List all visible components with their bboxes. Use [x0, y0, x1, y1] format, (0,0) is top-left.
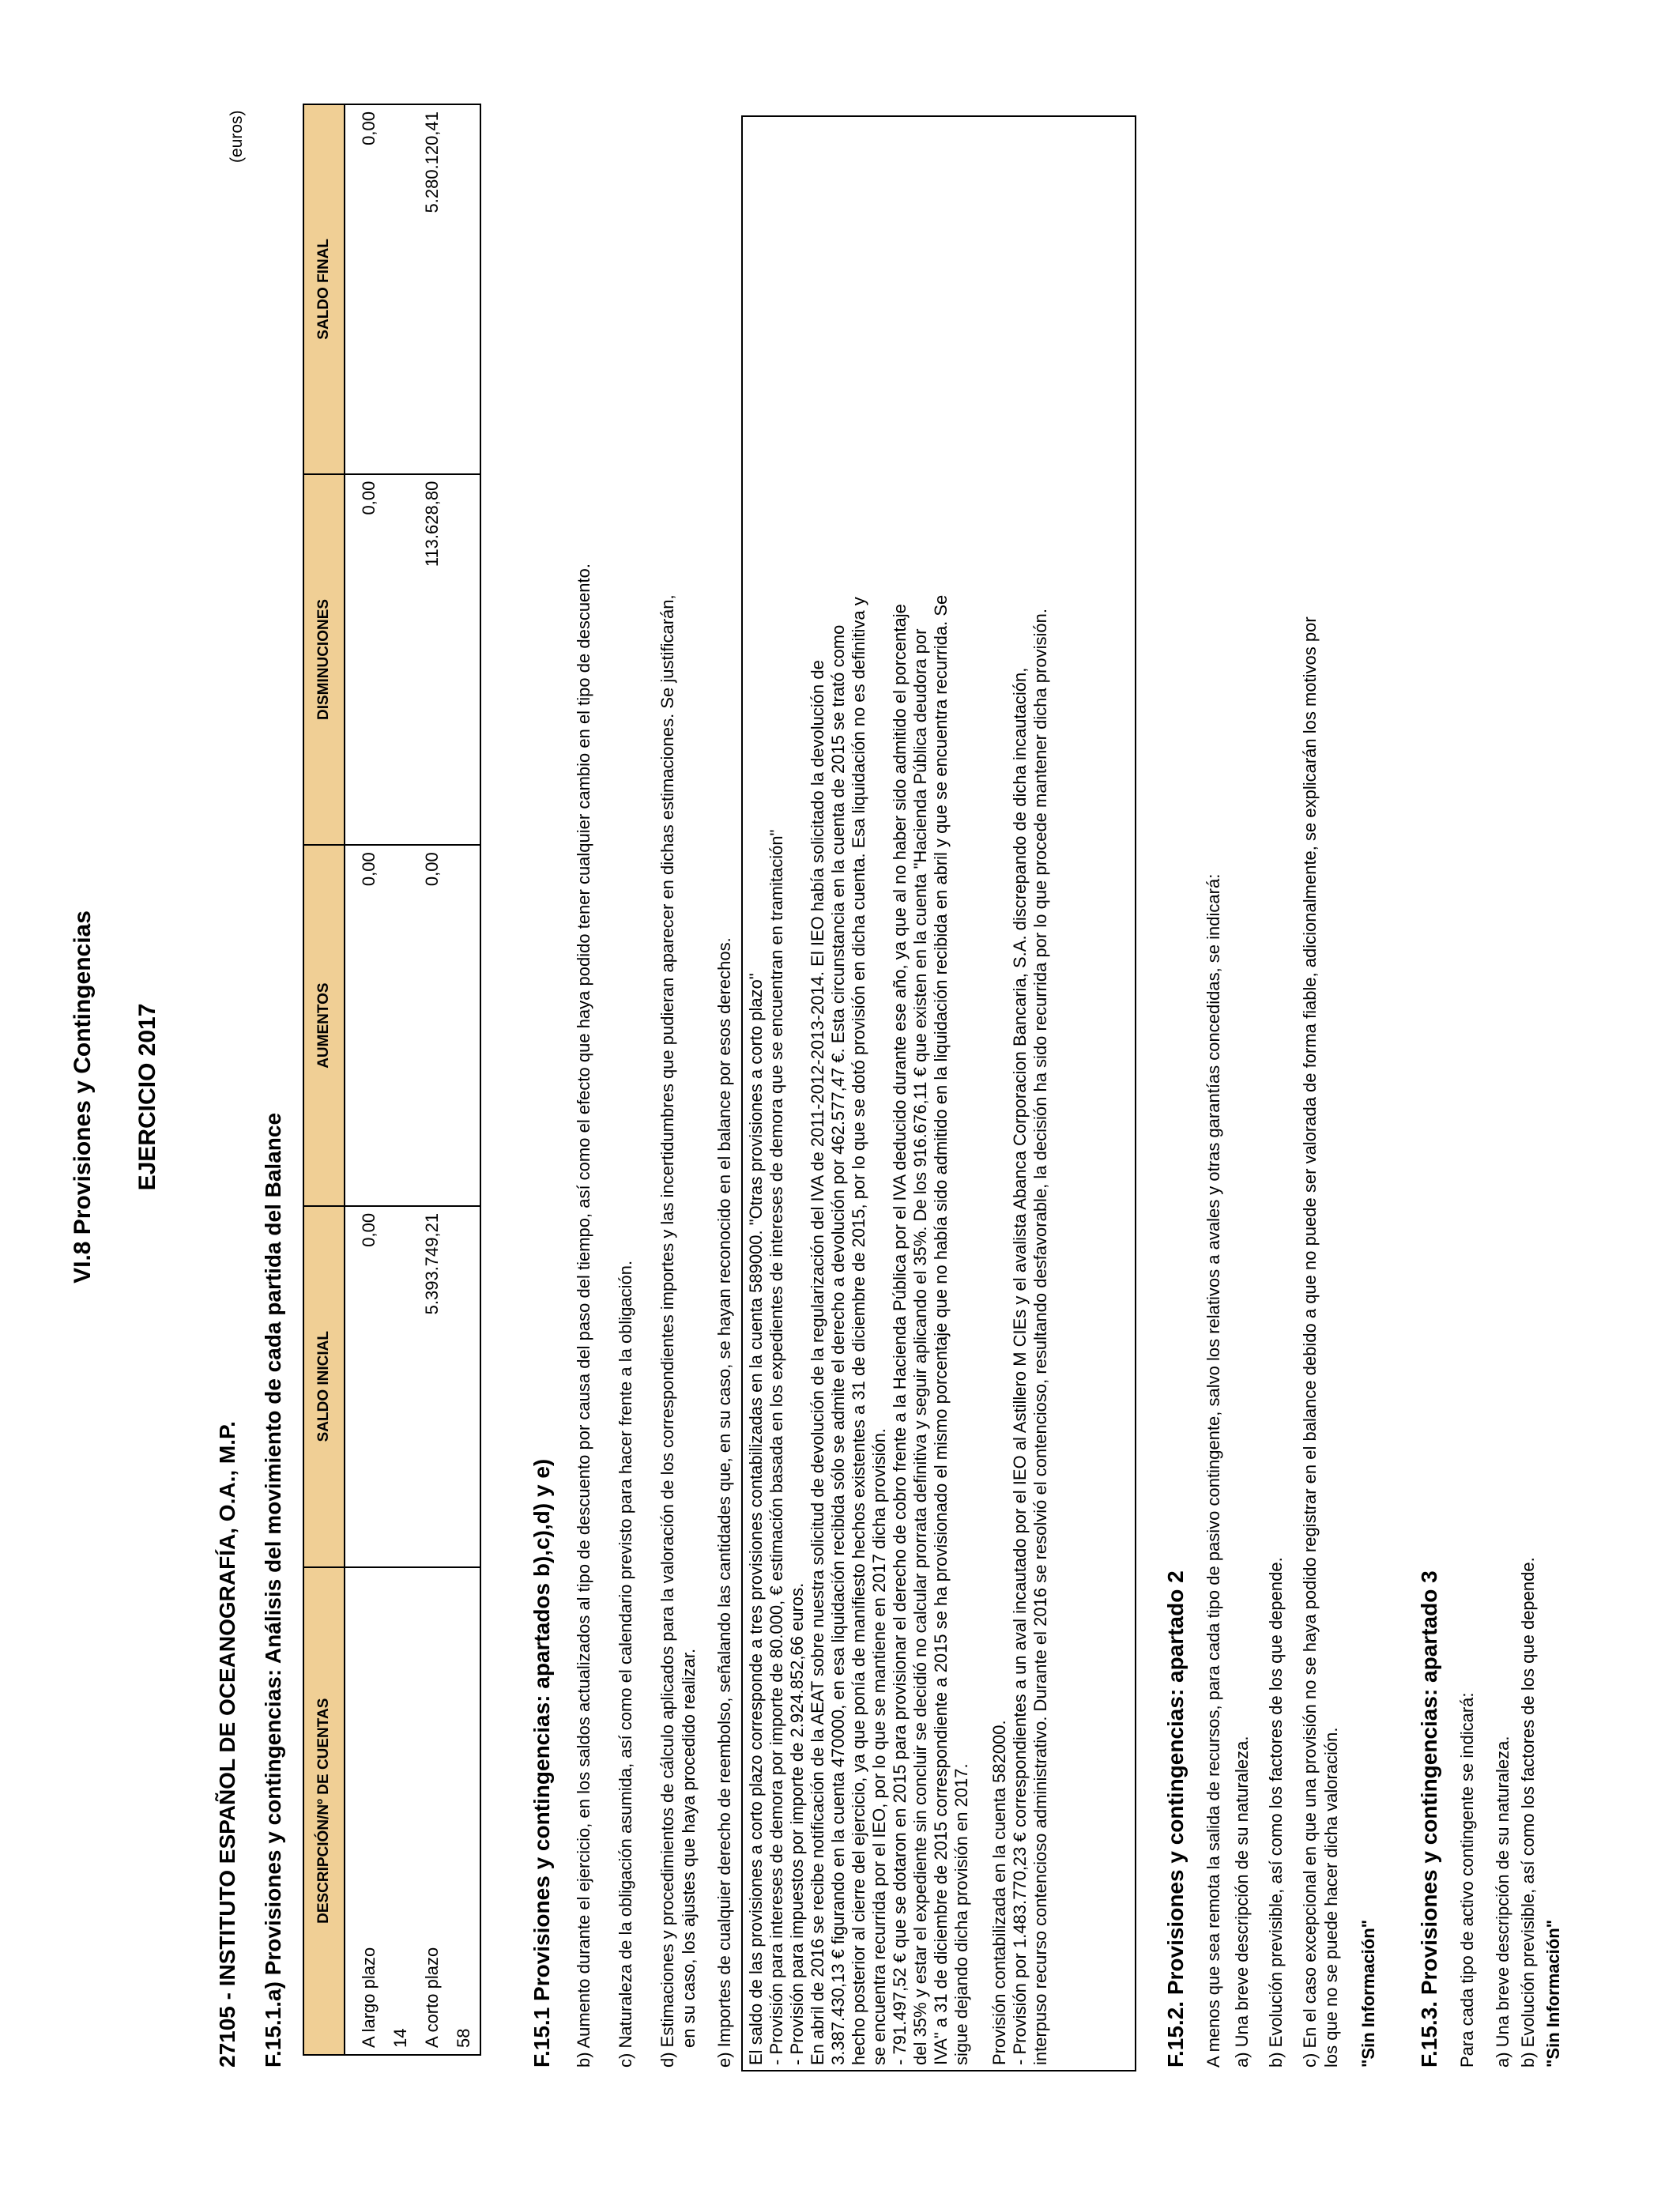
section-153-item-a: a) Una breve descripción de su naturaleza. — [1493, 1736, 1512, 2068]
note-line: - Provisión para impuestos por importe de 2.924.852,66 euros. — [787, 1582, 807, 2065]
section-152-item-c-line2: los que no se puede hacer dicha valoración. — [1321, 1727, 1341, 2068]
table-header-row — [303, 104, 345, 2055]
item-e: e) Importes de cualquier derecho de reembolso, señalando las cantidades que, en su caso, se hayan reconocido en el balance por esos derechos. — [714, 937, 734, 2068]
section-153-heading: F.15.3. Provisiones y contingencias: apartado 3 — [1417, 1570, 1441, 2068]
institution-name: 27105 - INSTITUTO ESPAÑOL DE OCEANOGRAFÍA, O.A., M.P. — [215, 1421, 239, 2068]
movement-table — [303, 104, 481, 2056]
row-saldo-inicial: 5.393.749,21 — [416, 1206, 448, 1567]
note-line: IVA" a 31 de diciembre de 2015 correspondiente a 2015 se ha provisionado el mismo porcentaje que no había sido admitido en la liquidación recibida en abril y que se encuentra recurrida. Se — [931, 594, 951, 2065]
section-152-no-info: "Sin Información" — [1358, 1919, 1378, 2068]
note-paragraph-1 — [746, 122, 972, 2065]
page-title: VI.8 Provisiones y Contingencias — [70, 910, 96, 1284]
exercise-year: EJERCICIO 2017 — [134, 1003, 160, 1191]
note-line: del 35% y estar el expediente sin concluir se decidió no calcular prorrata definitiva y seguir aplicando el 35%. De los 916.676,11 € que existen en la cuenta "Hacienda Pública deudora por — [910, 628, 930, 2065]
row-disminuciones: 113.628,80 — [416, 474, 448, 846]
row-description: A largo plazo — [345, 1567, 385, 2055]
note-line: sigue dejando dicha provisión en 2017. — [951, 1763, 971, 2065]
col-header-disminuciones: DISMINUCIONES — [303, 474, 345, 846]
item-c: c) Naturaleza de la obligación asumida, así como el calendario previsto para hacer frente a la obligación. — [616, 1260, 635, 2068]
section-152-item-c-line1: c) En el caso excepcional en que una provisión no se haya podido registrar en el balance debido a que no puede ser valorada de forma fiable, adicionalmente, se explicarán los motivos por — [1300, 616, 1320, 2068]
note-line: interpuso recurso contencioso administrativo. Durante el 2016 se resolvió el contencioso, resultando desfavorable, la decisión ha sido recurrida por lo que procede mantener dicha provisión. — [1030, 609, 1050, 2065]
note-line: hecho posterior al cierre del ejercicio, ya que ponía de manifiesto hechos existentes a 31 de diciembre de 2015, por lo que se dotó provisión en dicha cuenta. Esa liquidación no es definitiva y — [849, 597, 868, 2065]
row-saldo-inicial: 0,00 — [345, 1206, 385, 1567]
note-line: - Provisión por 1.483.770,23 € correspondientes a un aval incautado por el IEO al Astillero M CIEs y el avalista Abanca Corporacion Bancaria, S.A. discrepando de dicha incautación, — [1010, 667, 1030, 2065]
row-aumentos: 0,00 — [416, 845, 448, 1206]
table-row — [345, 104, 385, 2055]
row-disminuciones: 0,00 — [345, 474, 385, 846]
section-152-item-a: a) Una breve descripción de su naturaleza. — [1232, 1736, 1252, 2068]
note-line: 3.387.430,13 € figurando en la cuenta 470000, en esa liquidación recibida sólo se admite el derecho a devolución por 462.577,47 €. Esta circunstancia en la cuenta de 2015 se trató como — [828, 624, 848, 2065]
section-152-heading: F.15.2. Provisiones y contingencias: apartado 2 — [1163, 1570, 1188, 2068]
row-description: A corto plazo — [416, 1567, 448, 2055]
col-header-description: DESCRIPCIÓN/Nº DE CUENTAS — [303, 1567, 345, 2055]
section-152-intro: A menos que sea remota la salida de recursos, para cada tipo de pasivo contingente, salvo los relativos a avales y otras garantías concedidas, se indicará: — [1203, 873, 1223, 2068]
section-153-intro: Para cada tipo de activo contingente se indicará: — [1457, 1692, 1477, 2068]
item-d-line2: en su caso, los ajustes que haya procedido realizar. — [679, 1648, 699, 2048]
row-aumentos: 0,00 — [345, 845, 385, 1206]
section-153-item-b: b) Evolución previsible, así como los factores de los que depende. — [1518, 1557, 1538, 2068]
row-saldo-final: 0,00 — [345, 104, 385, 474]
section-152-item-b: b) Evolución previsible, así como los factores de los que depende. — [1266, 1557, 1286, 2068]
table-row — [385, 104, 416, 2055]
row-saldo-final: 5.280.120,41 — [416, 104, 448, 474]
item-b: b) Aumento durante el ejercicio, en los saldos actualizados al tipo de descuento por causa del paso del tiempo, así como el efecto que haya podido tener cualquier cambio en el tipo de descuento. — [574, 564, 593, 2068]
note-line: Provisión contabilizada en la cuenta 582000. — [989, 1720, 1009, 2065]
col-header-saldo-final: SALDO FINAL — [303, 104, 345, 474]
row-account: 58 — [448, 1567, 480, 2055]
item-d-line1: d) Estimaciones y procedimientos de cálculo aplicados para la valoración de los correspondientes importes y las incertidumbres que pudieran aparecer en dichas estimaciones. Se justificarán, — [657, 594, 677, 2068]
note-line: se encuentra recurrida por el IEO, por lo que se mantiene en 2017 dicha provisión. — [869, 1428, 889, 2065]
note-line: El saldo de las provisiones a corto plazo corresponde a tres provisiones contabilizadas en la cuenta 589000. "Otras provisiones a corto plazo" — [746, 973, 766, 2065]
col-header-saldo-inicial: SALDO INICIAL — [303, 1206, 345, 1567]
row-account: 14 — [385, 1567, 416, 2055]
note-line: - Provisión para intereses de demora por importe de 80.000, € estimación basada en los expedientes de intereses de demora que se encuentran en tramitación" — [767, 829, 786, 2065]
note-paragraph-2 — [989, 122, 1051, 2065]
table-row — [448, 104, 480, 2055]
col-header-aumentos: AUMENTOS — [303, 845, 345, 1206]
table-row — [416, 104, 448, 2055]
provisions-note-box — [741, 115, 1136, 2071]
section-153-no-info: "Sin Información" — [1543, 1919, 1563, 2068]
currency-note: (euros) — [228, 110, 246, 163]
section-151-heading: F.15.1 Provisiones y contingencias: apartados b),c),d) y e) — [529, 1458, 554, 2068]
note-line: - 791.497,52 € que se dotaron en 2015 para provisionar el derecho de cobro frente a la Hacienda Pública por el IVA deducido durante ese año, ya que al no haber sido admitido el porcentaje — [890, 604, 910, 2065]
section-151a-heading: F.15.1.a) Provisiones y contingencias: Análisis del movimiento de cada partida del Balance — [261, 1112, 285, 2068]
note-line: En abril de 2016 se recibe notificación de la AEAT sobre nuestra solicitud de devolución de la regularización del IVA de 2011-2012-2013-2014. El IEO había solicitado la devolución de — [808, 660, 827, 2065]
